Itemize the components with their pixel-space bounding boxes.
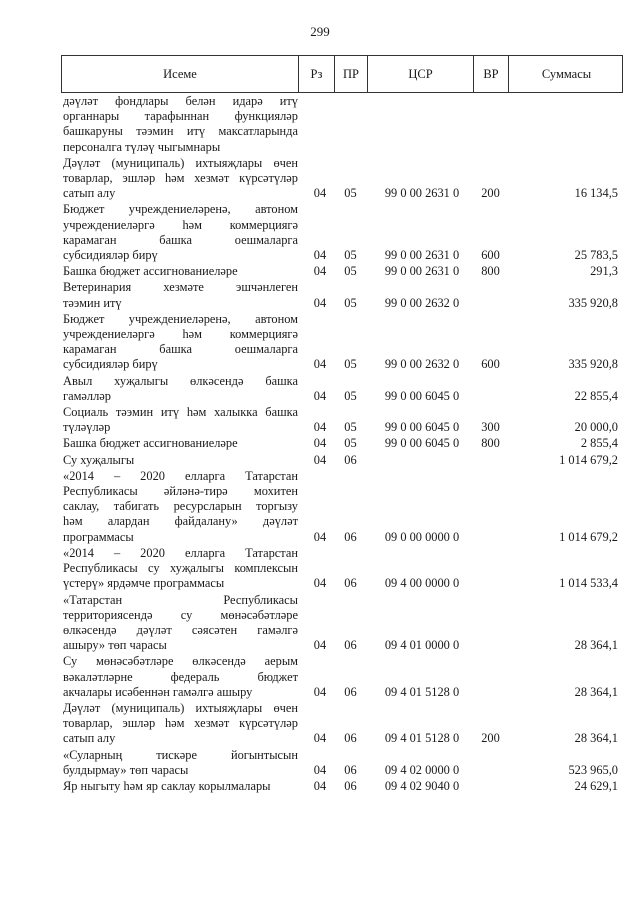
row-pr: 06 xyxy=(344,731,357,746)
row-csr: 99 0 00 2631 0 xyxy=(384,186,460,201)
row-pr: 06 xyxy=(344,576,357,591)
row-name-line: учреждениеләргә һәм коммерциягә xyxy=(63,327,298,342)
row-rz: 04 xyxy=(313,295,327,310)
table-row xyxy=(61,264,623,279)
row-name-line: «2014 – 2020 елларга Татарстан xyxy=(63,545,298,560)
row-name-line: Республикасы әйләнә-тирә мохитен xyxy=(63,484,298,499)
row-name-line: Су мөнәсәбәтләре өлкәсендә аерым xyxy=(63,654,298,669)
row-rz: 04 xyxy=(313,186,327,201)
row-rz: 04 xyxy=(313,388,327,403)
row-name-line: субсидияләр бирү xyxy=(63,357,158,372)
row-name-line: Дәүләт (муниципаль) ихтыяҗлары өчен xyxy=(63,700,298,715)
table-row xyxy=(61,469,623,545)
row-csr: 99 0 00 2632 0 xyxy=(384,295,460,310)
row-pr: 05 xyxy=(344,264,357,279)
row-pr: 06 xyxy=(344,452,357,467)
header-vr: ВР xyxy=(474,56,509,92)
table-row xyxy=(61,436,623,451)
row-name xyxy=(61,264,298,279)
row-rz: 04 xyxy=(313,529,327,544)
row-rz: 04 xyxy=(313,731,327,746)
row-name-line: Бюджет учреждениеләренә, автоном xyxy=(63,311,298,326)
row-name-line: өлкәсендә дәүләт сәясәтен гамәлгә xyxy=(63,622,298,637)
row-rz: 04 xyxy=(313,762,327,777)
row-sum: 291,3 xyxy=(590,264,618,279)
row-name xyxy=(61,312,298,373)
row-pr: 05 xyxy=(344,388,357,403)
row-name-line: Су хуҗалыгы xyxy=(63,452,135,467)
row-name-line: акчалары исәбеннән гамәлгә ашыру xyxy=(63,684,253,699)
row-pr: 06 xyxy=(344,762,357,777)
row-csr: 09 4 02 0000 0 xyxy=(384,762,460,777)
row-vr: 200 xyxy=(481,731,500,746)
row-csr: 99 0 00 6045 0 xyxy=(384,388,460,403)
row-name-line: карамаган башка оешмаларга xyxy=(63,232,298,247)
header-sum: Суммасы xyxy=(541,66,592,81)
row-sum: 335 920,8 xyxy=(568,357,618,372)
row-rz: 04 xyxy=(313,436,327,451)
row-sum: 523 965,0 xyxy=(568,762,618,777)
row-name xyxy=(61,654,298,700)
row-name-line: «Суларның тискәре йогынтысын xyxy=(63,747,298,762)
row-name-line: Дәүләт (муниципаль) ихтыяҗлары өчен xyxy=(63,155,298,170)
row-vr: 800 xyxy=(481,264,500,279)
table-row xyxy=(61,202,623,263)
row-sum: 1 014 533,4 xyxy=(559,576,618,591)
row-csr: 99 0 00 2631 0 xyxy=(384,248,460,263)
row-name xyxy=(61,405,298,435)
table-header xyxy=(61,55,623,93)
row-csr: 99 0 00 2632 0 xyxy=(384,357,460,372)
row-name xyxy=(61,546,298,592)
row-name xyxy=(61,469,298,545)
table-row xyxy=(61,779,623,794)
row-pr: 05 xyxy=(344,295,357,310)
row-name-line: түләүләр xyxy=(63,420,111,435)
row-name-line: органнары тарафыннан функцияләр xyxy=(63,109,298,124)
row-sum: 22 855,4 xyxy=(574,388,618,403)
row-sum: 28 364,1 xyxy=(574,731,618,746)
row-name-line: дәүләт фондлары белән идарә итү xyxy=(63,94,298,108)
row-csr: 99 0 00 6045 0 xyxy=(384,420,460,435)
row-csr: 99 0 00 2631 0 xyxy=(384,264,460,279)
header-pr: ПР xyxy=(335,56,368,92)
table-row xyxy=(61,156,623,202)
row-name-line: ашыру» төп чарасы xyxy=(63,638,167,653)
row-pr: 06 xyxy=(344,638,357,653)
header-csr: ЦСР xyxy=(368,56,474,92)
row-pr: 06 xyxy=(344,778,357,793)
header-rz: Рз xyxy=(299,56,335,92)
row-rz: 04 xyxy=(313,684,327,699)
row-name-line: товарлар, эшләр һәм хезмәт күрсәтүләр xyxy=(63,171,298,186)
row-name-line: «Татарстан Республикасы xyxy=(63,592,298,607)
table-row xyxy=(61,453,623,468)
page-number: 299 xyxy=(310,24,330,39)
budget-table xyxy=(61,55,623,794)
row-sum: 24 629,1 xyxy=(574,778,618,793)
table-row xyxy=(61,94,623,155)
row-csr: 09 4 01 0000 0 xyxy=(384,638,460,653)
table-row xyxy=(61,593,623,654)
row-name-line: Башка бюджет ассигнованиеләре xyxy=(63,264,238,279)
table-row xyxy=(61,748,623,778)
row-name-line: территориясендә су мөнәсәбәтләре xyxy=(63,607,298,622)
row-name-line: тәэмин итү xyxy=(63,295,122,310)
row-csr: 09 4 00 0000 0 xyxy=(384,576,460,591)
row-name-line: Башка бюджет ассигнованиеләре xyxy=(63,436,238,451)
row-rz: 04 xyxy=(313,264,327,279)
row-name-line: вәкаләтләрне федераль бюджет xyxy=(63,669,298,684)
row-rz: 04 xyxy=(313,248,327,263)
row-name-line: булдырмау» төп чарасы xyxy=(63,762,189,777)
table-row xyxy=(61,701,623,747)
row-name-line: Республикасы су хуҗалыгы комплексын xyxy=(63,561,298,576)
row-csr: 09 4 01 5128 0 xyxy=(384,684,460,699)
row-sum: 28 364,1 xyxy=(574,684,618,699)
row-pr: 06 xyxy=(344,684,357,699)
row-sum: 2 855,4 xyxy=(580,436,618,451)
row-sum: 1 014 679,2 xyxy=(559,529,618,544)
row-csr: 09 0 00 0000 0 xyxy=(384,529,460,544)
row-name-line: программасы xyxy=(63,529,134,544)
row-rz: 04 xyxy=(313,452,327,467)
row-name-line: персоналга түләү чыгымнары xyxy=(63,139,221,154)
row-name xyxy=(61,701,298,747)
row-pr: 05 xyxy=(344,186,357,201)
row-name xyxy=(61,94,298,155)
row-sum: 20 000,0 xyxy=(574,420,618,435)
row-csr: 09 4 01 5128 0 xyxy=(384,731,460,746)
row-name-line: товарлар, эшләр һәм хезмәт күрсәтүләр xyxy=(63,716,298,731)
row-rz: 04 xyxy=(313,576,327,591)
table-row xyxy=(61,654,623,700)
row-csr: 99 0 00 6045 0 xyxy=(384,436,460,451)
row-name-line: карамаган башка оешмаларга xyxy=(63,342,298,357)
row-pr: 05 xyxy=(344,436,357,451)
row-pr: 05 xyxy=(344,357,357,372)
row-name-line: гамәлләр xyxy=(63,388,111,403)
row-vr: 800 xyxy=(481,436,500,451)
row-name-line: Социаль тәэмин итү һәм халыкка башка xyxy=(63,405,298,420)
row-sum: 25 783,5 xyxy=(574,248,618,263)
row-sum: 16 134,5 xyxy=(574,186,618,201)
row-csr: 09 4 02 9040 0 xyxy=(384,778,460,793)
row-name-line: сатып алу xyxy=(63,731,116,746)
row-pr: 05 xyxy=(344,248,357,263)
row-name-line: Яр ныгыту һәм яр саклау корылмалары xyxy=(63,778,271,793)
row-name-line: учреждениеләргә һәм коммерциягә xyxy=(63,217,298,232)
table-body xyxy=(61,94,623,794)
table-row xyxy=(61,405,623,435)
row-vr: 300 xyxy=(481,420,500,435)
row-pr: 05 xyxy=(344,420,357,435)
row-vr: 200 xyxy=(481,186,500,201)
row-name xyxy=(61,593,298,654)
row-sum: 1 014 679,2 xyxy=(559,452,618,467)
row-name-line: башкаруны тәэмин итү максатларында xyxy=(63,124,298,139)
row-name xyxy=(61,436,298,451)
header-name: Исеме xyxy=(62,56,299,92)
row-name-line: «2014 – 2020 елларга Татарстан xyxy=(63,468,298,483)
row-rz: 04 xyxy=(313,357,327,372)
row-rz: 04 xyxy=(313,778,327,793)
row-name-line: саклау, табигать ресурсларын торгызу xyxy=(63,499,298,514)
row-name xyxy=(61,156,298,202)
row-pr: 06 xyxy=(344,529,357,544)
row-name-line: Ветеринария хезмәте эшчәнлеген xyxy=(63,280,298,295)
row-name xyxy=(61,453,298,468)
row-rz: 04 xyxy=(313,420,327,435)
row-name-line: Авыл хуҗалыгы өлкәсендә башка xyxy=(63,373,298,388)
row-name xyxy=(61,779,298,794)
table-row xyxy=(61,280,623,310)
row-name xyxy=(61,280,298,310)
row-sum: 28 364,1 xyxy=(574,638,618,653)
row-name-line: сатып алу xyxy=(63,186,116,201)
row-name xyxy=(61,202,298,263)
row-rz: 04 xyxy=(313,638,327,653)
row-name-line: үстерү» ярдәмче программасы xyxy=(63,576,225,591)
table-row xyxy=(61,546,623,592)
table-row xyxy=(61,374,623,404)
row-name-line: субсидияләр бирү xyxy=(63,248,158,263)
row-name-line: Бюджет учреждениеләренә, автоном xyxy=(63,202,298,217)
row-name xyxy=(61,374,298,404)
row-name-line: һәм алардан файдалану» дәүләт xyxy=(63,514,298,529)
row-vr: 600 xyxy=(481,248,500,263)
row-vr: 600 xyxy=(481,357,500,372)
table-row xyxy=(61,312,623,373)
row-sum: 335 920,8 xyxy=(568,295,618,310)
row-name xyxy=(61,748,298,778)
